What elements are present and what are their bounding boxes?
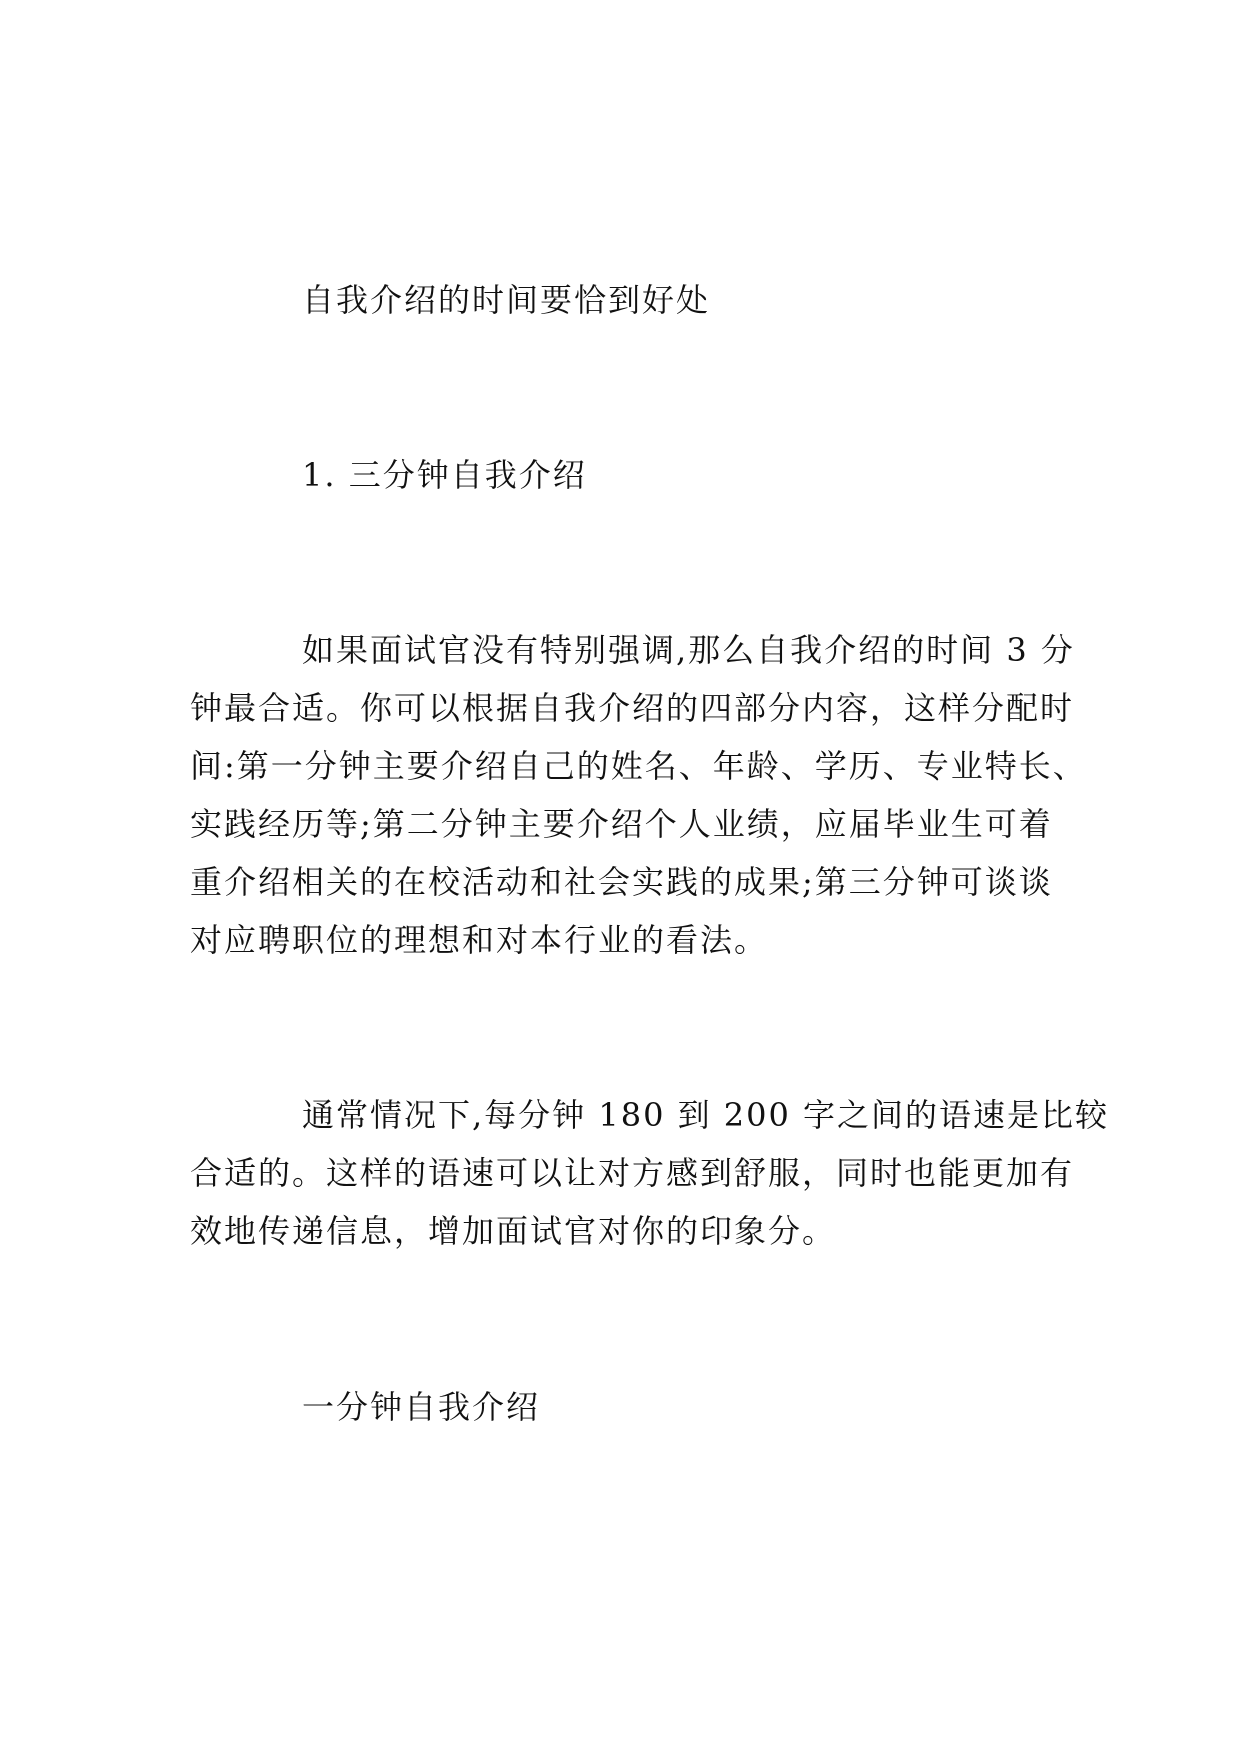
paragraph-line: 效地传递信息，增加面试官对你的印象分。 [190,1212,837,1250]
paragraph-line: 通常情况下,每分钟 180 到 200 字之间的语速是比较 [302,1096,1110,1134]
paragraph-line: 对应聘职位的理想和对本行业的看法。 [190,921,769,959]
paragraph-line: 钟最合适。你可以根据自我介绍的四部分内容，这样分配时 [190,689,1075,727]
paragraph-line: 重介绍相关的在校活动和社会实践的成果;第三分钟可谈谈 [190,863,1053,901]
section-title-three-minute: 1. 三分钟自我介绍 [302,456,587,494]
paragraph-line: 实践经历等;第二分钟主要介绍个人业绩，应届毕业生可着 [190,805,1053,843]
section-title-one-minute: 一分钟自我介绍 [302,1388,541,1426]
paragraph-line: 如果面试官没有特别强调,那么自我介绍的时间 3 分 [302,631,1075,669]
paragraph-line: 合适的。这样的语速可以让对方感到舒服，同时也能更加有 [190,1154,1075,1192]
document-heading: 自我介绍的时间要恰到好处 [302,281,711,319]
paragraph-line: 间:第一分钟主要介绍自己的姓名、年龄、学历、专业特长、 [190,747,1087,785]
